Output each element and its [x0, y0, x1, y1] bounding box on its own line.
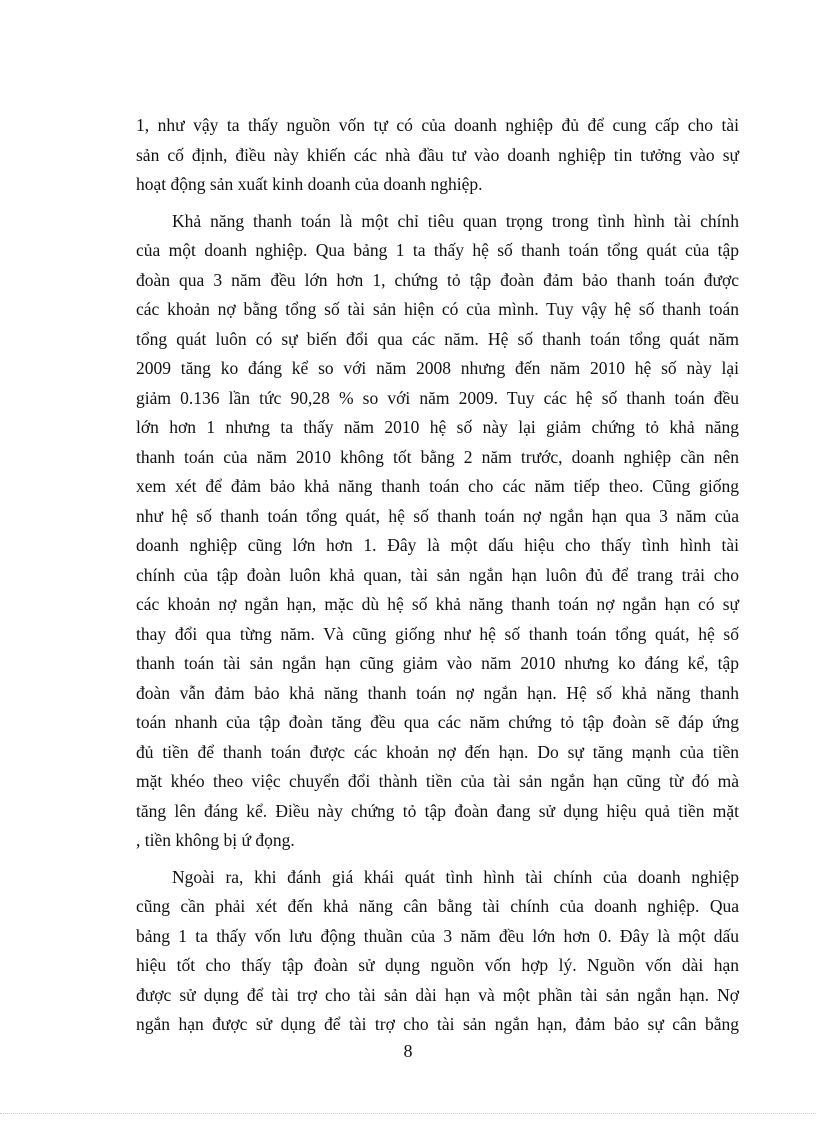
text-line: hiệu tốt cho thấy tập đoàn sử dụng nguồn vốn hợp lý. Nguồn vốn dài hạn — [136, 955, 739, 975]
text-line: bảng 1 ta thấy vốn lưu động thuần của 3 năm đều lớn hơn 0. Đây là một dấu — [136, 925, 739, 946]
text-line: các khoản nợ bằng tổng số tài sản hiện có của mình. Tuy vậy hệ số thanh toán — [136, 299, 739, 319]
text-line: thanh toán của năm 2010 không tốt bằng 2 năm trước, doanh nghiệp cần nên — [136, 446, 739, 467]
text-line: , tiền không bị ứ đọng. — [136, 830, 295, 850]
text-line: chính của tập đoàn luôn khả quan, tài sản ngắn hạn luôn đủ để trang trải cho — [136, 564, 739, 585]
text-line: của một doanh nghiệp. Qua bảng 1 ta thấy hệ số thanh toán tổng quát của tập — [136, 240, 739, 260]
text-line: sản cố định, điều này khiến các nhà đầu tư vào doanh nghiệp tin tưởng vào sự — [136, 144, 739, 165]
text-line: thay đổi qua từng năm. Và cũng giống như hệ số thanh toán tổng quát, hệ số — [136, 623, 739, 644]
text-line: như hệ số thanh toán tổng quát, hệ số thanh toán nợ ngắn hạn qua 3 năm của — [136, 505, 739, 526]
text-line: mặt khéo theo việc chuyển đổi thành tiền của tài sản ngắn hạn cũng từ đó mà — [136, 771, 739, 791]
text-line: đủ tiền để thanh toán được các khoản nợ đến hạn. Do sự tăng mạnh của tiền — [136, 741, 739, 762]
paragraph-2 — [136, 207, 739, 856]
text-line: doanh nghiệp cũng lớn hơn 1. Đây là một dấu hiệu cho thấy tình hình tài — [136, 535, 739, 555]
text-line: cũng cần phải xét đến khả năng cân bằng tài chính của doanh nghiệp. Qua — [136, 896, 739, 916]
text-line: hoạt động sản xuất kinh doanh của doanh nghiệp. — [136, 174, 483, 194]
page-bottom-divider — [0, 1113, 816, 1114]
paragraph-3 — [136, 863, 739, 1040]
text-line: các khoản nợ ngắn hạn, mặc dù hệ số khả năng thanh toán nợ ngắn hạn có sự — [136, 594, 739, 614]
page-number: 8 — [403, 1041, 413, 1061]
body-text — [136, 111, 739, 1040]
text-line: tăng lên đáng kể. Điều này chứng tỏ tập đoàn đang sử dụng hiệu quả tiền mặt — [136, 800, 739, 821]
text-line: giảm 0.136 lần tức 90,28 % so với năm 2009. Tuy các hệ số thanh toán đều — [136, 387, 739, 408]
text-line: lớn hơn 1 nhưng ta thấy năm 2010 hệ số này lại giảm chứng tỏ khả năng — [136, 417, 739, 437]
text-line: 1, như vậy ta thấy nguồn vốn tự có của doanh nghiệp đủ để cung cấp cho tài — [136, 115, 739, 135]
text-line: đoàn vẫn đảm bảo khả năng thanh toán nợ ngắn hạn. Hệ số khả năng thanh — [136, 682, 739, 703]
text-line: xem xét để đảm bảo khả năng thanh toán cho các năm tiếp theo. Cũng giống — [136, 476, 739, 496]
text-line: thanh toán tài sản ngắn hạn cũng giảm vào năm 2010 nhưng ko đáng kể, tập — [136, 653, 739, 673]
text-line: Ngoài ra, khi đánh giá khái quát tình hình tài chính của doanh nghiệp — [172, 866, 739, 887]
text-line: Khả năng thanh toán là một chỉ tiêu quan trọng trong tình hình tài chính — [172, 210, 739, 231]
text-line: được sử dụng để tài trợ cho tài sản dài hạn và một phần tài sản ngắn hạn. Nợ — [136, 984, 739, 1005]
text-line: 2009 tăng ko đáng kể so với năm 2008 nhưng đến năm 2010 hệ số này lại — [136, 358, 739, 378]
text-line: đoàn qua 3 năm đều lớn hơn 1, chứng tỏ tập đoàn đảm bảo thanh toán được — [136, 269, 739, 290]
text-line: toán nhanh của tập đoàn tăng đều qua các năm chứng tỏ tập đoàn sẽ đáp ứng — [136, 712, 739, 732]
paragraph-1 — [136, 111, 739, 200]
text-line: tổng quát luôn có sự biến đổi qua các năm. Hệ số thanh toán tổng quát năm — [136, 328, 739, 349]
text-line: ngắn hạn được sử dụng để tài trợ cho tài sản ngắn hạn, đảm bảo sự cân bằng — [136, 1014, 739, 1034]
